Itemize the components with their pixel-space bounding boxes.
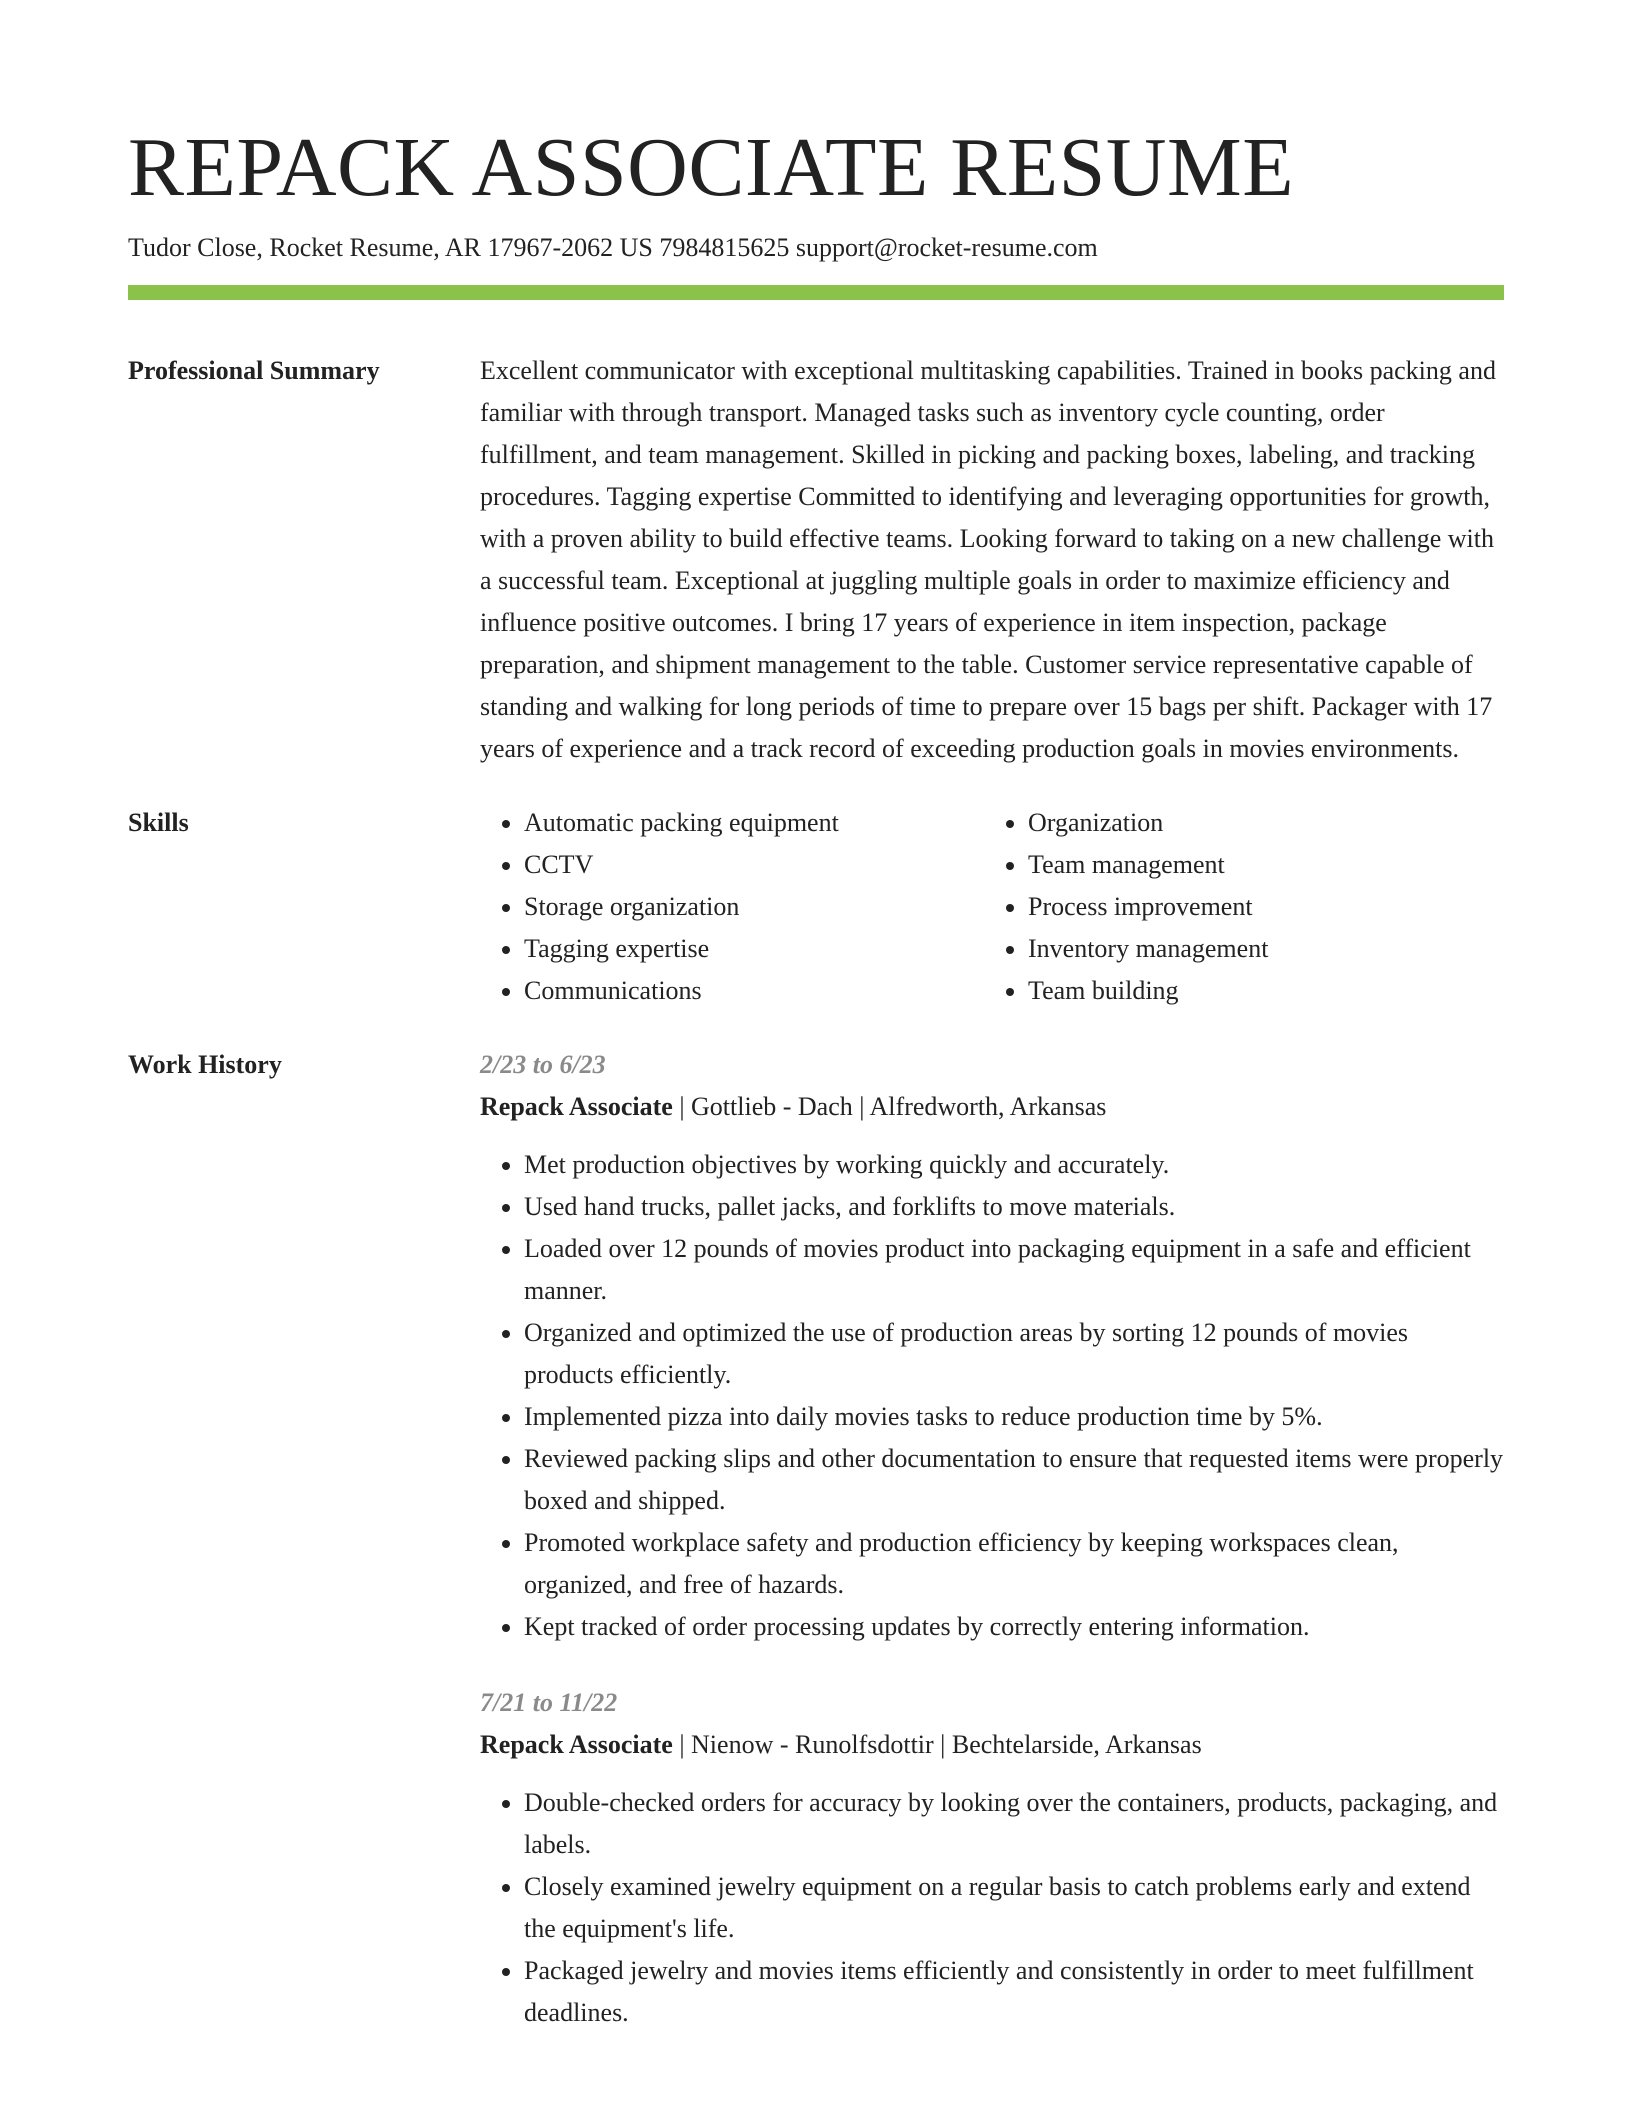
skill-item: • Team building <box>1028 970 1268 1012</box>
job-bullet: • Organized and optimized the use of production areas by sorting 12 pounds of movies products efficiently. <box>524 1312 1504 1396</box>
job-entry <box>480 1044 1504 1648</box>
summary-heading: Professional Summary <box>128 356 380 385</box>
skill-item: • Organization <box>1028 802 1268 844</box>
summary-text: Excellent communicator with exceptional multitasking capabilities. Trained in books packing and familiar with through transport. Managed tasks such as inventory cycle counting, order fulfillment, and team management. Skilled in picking and packing boxes, labeling, and tracking procedures. Tagging expertise Committed to identifying and leveraging opportunities for growth, with a proven ability to build effective teams. Looking forward to taking on a new challenge with a successful team. Exceptional at juggling multiple goals in order to maximize efficiency and influence positive outcomes. I bring 17 years of experience in item inspection, package preparation, and shipment management to the table. Customer service representative capable of standing and walking for long periods of time to prepare over 15 bags per shift. Packager with 17 years of experience and a track record of exceeding production goals in movies environments. <box>480 356 1496 763</box>
work-history-heading: Work History <box>128 1050 282 1079</box>
job-heading <box>480 1724 1504 1766</box>
skill-item: • Inventory management <box>1028 928 1268 970</box>
skill-item: • Team management <box>1028 844 1268 886</box>
contact-phone: 7984815625 <box>659 233 790 262</box>
job-bullet: • Closely examined jewelry equipment on a regular basis to catch problems early and extend the equipment's life. <box>524 1866 1504 1950</box>
contact-line <box>128 228 1504 268</box>
skills-list-right <box>984 802 1268 1012</box>
job-dates: 7/21 to 11/22 <box>480 1688 618 1717</box>
skill-item: • Tagging expertise <box>524 928 984 970</box>
job-bullet: • Met production objectives by working quickly and accurately. <box>524 1144 1504 1186</box>
job-bullet: • Used hand trucks, pallet jacks, and forklifts to move materials. <box>524 1186 1504 1228</box>
resume-page <box>128 118 1504 2034</box>
job-title: Repack Associate <box>480 1730 673 1759</box>
skill-item: • Storage organization <box>524 886 984 928</box>
job-dates: 2/23 to 6/23 <box>480 1050 606 1079</box>
contact-address: Tudor Close, Rocket Resume, AR 17967-2062 US <box>128 233 653 262</box>
job-details: | Gottlieb - Dach | Alfredworth, Arkansas <box>672 1092 1107 1121</box>
job-bullet: • Packaged jewelry and movies items efficiently and consistently in order to meet fulfillment deadlines. <box>524 1950 1504 2034</box>
skills-heading: Skills <box>128 808 189 837</box>
resume-title: REPACK ASSOCIATE RESUME <box>128 121 1295 214</box>
contact-email: support@rocket-resume.com <box>795 233 1098 262</box>
job-bullet: • Promoted workplace safety and production efficiency by keeping workspaces clean, organized, and free of hazards. <box>524 1522 1504 1606</box>
job-heading <box>480 1086 1504 1128</box>
skills-list-left <box>480 802 984 1012</box>
work-history-section <box>128 1044 1504 2034</box>
skill-item: • CCTV <box>524 844 984 886</box>
skills-section <box>128 802 1504 1012</box>
job-title: Repack Associate <box>480 1092 673 1121</box>
skill-item: • Automatic packing equipment <box>524 802 984 844</box>
job-bullet: • Loaded over 12 pounds of movies product into packaging equipment in a safe and efficient manner. <box>524 1228 1504 1312</box>
job-bullet-list <box>480 1144 1504 1648</box>
job-bullet: • Kept tracked of order processing updates by correctly entering information. <box>524 1606 1504 1648</box>
skill-item: • Communications <box>524 970 984 1012</box>
accent-divider <box>128 285 1504 300</box>
job-bullet: • Double-checked orders for accuracy by looking over the containers, products, packaging, and labels. <box>524 1782 1504 1866</box>
skill-item: • Process improvement <box>1028 886 1268 928</box>
job-details: | Nienow - Runolfsdottir | Bechtelarside, Arkansas <box>672 1730 1202 1759</box>
job-bullet: • Implemented pizza into daily movies tasks to reduce production time by 5%. <box>524 1396 1504 1438</box>
job-bullet: • Reviewed packing slips and other documentation to ensure that requested items were properly boxed and shipped. <box>524 1438 1504 1522</box>
job-bullet-list <box>480 1782 1504 2034</box>
job-entry <box>480 1682 1504 2034</box>
summary-section <box>128 350 1504 770</box>
